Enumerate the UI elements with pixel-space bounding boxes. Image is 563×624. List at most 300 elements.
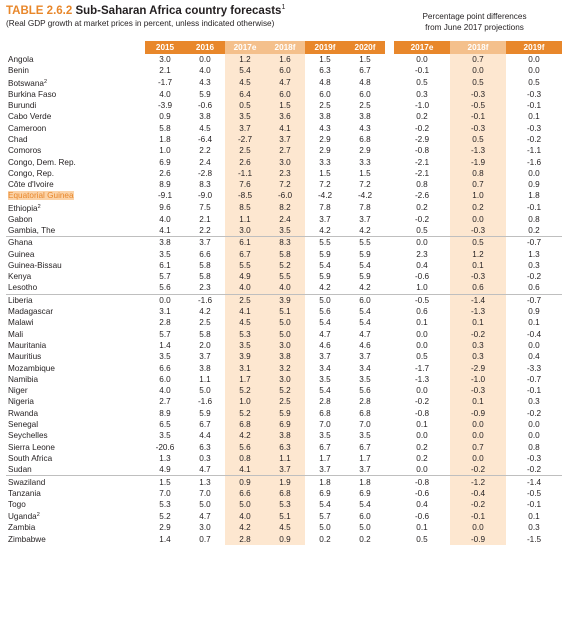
growth-value: 4.3 [359, 123, 371, 133]
growth-value: -1.6 [197, 397, 213, 407]
diff-value: -1.5 [526, 534, 542, 544]
growth-value: 6.1 [159, 260, 171, 270]
table-row [6, 260, 562, 271]
country-label: Sierra Leone [8, 442, 55, 452]
growth-value: 3.8 [265, 430, 305, 441]
country-name [6, 248, 145, 259]
growth-value: 5.0 [359, 523, 371, 533]
column-gap [385, 522, 394, 533]
diff-value: -1.3 [450, 306, 506, 317]
header-row [6, 41, 562, 54]
growth-value: 3.5 [359, 431, 371, 441]
country-label: Kenya [8, 272, 32, 282]
country-name [6, 488, 145, 499]
growth-value: 4.3 [319, 123, 331, 133]
table-row [6, 282, 562, 294]
table-row [6, 54, 562, 65]
diff-value: 1.8 [528, 191, 540, 201]
table-row [6, 419, 562, 430]
growth-value: 5.3 [159, 500, 171, 510]
country-label: South Africa [8, 453, 53, 463]
diff-value: -0.7 [506, 294, 562, 306]
growth-value: 3.9 [225, 351, 265, 362]
growth-value: 1.0 [159, 146, 171, 156]
growth-value: 5.0 [225, 499, 265, 510]
growth-value: 2.8 [159, 318, 171, 328]
growth-value: 3.4 [359, 363, 371, 373]
growth-value: 2.7 [265, 145, 305, 156]
column-gap [385, 430, 394, 441]
growth-value: 1.6 [265, 54, 305, 65]
diff-value: -0.6 [414, 272, 430, 282]
growth-value: 1.1 [199, 374, 211, 384]
diff-value: 0.2 [416, 203, 428, 213]
growth-value: 2.8 [225, 534, 265, 545]
table-row [6, 122, 562, 133]
footnote-mark: 2 [37, 203, 41, 210]
growth-value: 4.2 [359, 283, 371, 293]
growth-value: 1.7 [359, 453, 371, 463]
diff-value: 0.1 [528, 112, 540, 122]
growth-value: 3.5 [225, 340, 265, 351]
column-gap [385, 282, 394, 294]
growth-value: 5.8 [199, 260, 211, 270]
growth-value: 4.7 [319, 329, 331, 339]
growth-value: 6.7 [225, 248, 265, 259]
table-row [6, 385, 562, 396]
country-name [6, 317, 145, 328]
diff-value: 0.1 [416, 523, 428, 533]
growth-value: 5.4 [359, 260, 371, 270]
growth-value: 4.6 [319, 340, 331, 350]
country-label: Botswana [8, 78, 44, 88]
diff-value: -0.6 [414, 488, 430, 498]
diff-value: -0.3 [526, 123, 542, 133]
growth-value: 7.0 [359, 420, 371, 430]
country-name [6, 396, 145, 407]
diff-value: 0.1 [450, 260, 506, 271]
country-label: Namibia [8, 374, 39, 384]
growth-value: 2.5 [225, 294, 265, 306]
header-country [6, 41, 145, 54]
growth-value: 4.2 [359, 226, 371, 235]
growth-value: 1.5 [359, 55, 371, 65]
growth-value: -4.2 [317, 191, 333, 201]
column-gap [385, 89, 394, 100]
country-label: Rwanda [8, 408, 39, 418]
diff-value: 0.0 [528, 420, 540, 430]
growth-value: 4.0 [225, 510, 265, 522]
diff-value: -0.2 [414, 214, 430, 224]
growth-value: 3.3 [319, 157, 331, 167]
growth-value: 7.2 [359, 180, 371, 190]
diff-value: 0.0 [450, 65, 506, 76]
growth-value: 6.3 [319, 66, 331, 76]
growth-value: 4.8 [359, 78, 371, 88]
country-name [6, 156, 145, 167]
column-gap [385, 271, 394, 282]
country-label: Uganda [8, 512, 37, 522]
table-row [6, 77, 562, 89]
diff-value: 0.2 [416, 442, 428, 452]
growth-value: 1.4 [159, 534, 171, 544]
growth-value: 4.0 [159, 386, 171, 396]
diff-value: -0.7 [506, 237, 562, 249]
country-name [6, 271, 145, 282]
growth-value: 8.9 [159, 408, 171, 418]
diff-value: 0.8 [416, 180, 428, 190]
country-name [6, 214, 145, 225]
growth-value: 3.7 [319, 214, 331, 224]
diff-value: -0.2 [526, 465, 542, 475]
country-name [6, 122, 145, 133]
growth-value: 2.9 [159, 523, 171, 533]
country-label: Tanzania [8, 488, 41, 498]
diff-value: 0.0 [416, 55, 428, 65]
diff-value: 0.5 [450, 237, 506, 249]
column-gap [385, 248, 394, 259]
column-gap [385, 294, 394, 306]
growth-value: 0.7 [199, 534, 211, 544]
growth-value: 5.7 [319, 511, 331, 521]
diff-value: -0.2 [526, 408, 542, 418]
growth-value: 6.0 [159, 374, 171, 384]
diff-value: 0.5 [528, 78, 540, 88]
growth-value: -1.7 [157, 78, 173, 88]
table-body [6, 54, 562, 545]
growth-value: 2.9 [319, 134, 331, 144]
growth-value: 5.7 [159, 272, 171, 282]
growth-value: 5.4 [359, 500, 371, 510]
growth-value: 0.3 [199, 453, 211, 463]
country-label: Ethiopia [8, 203, 38, 213]
country-label: Zambia [8, 523, 36, 533]
header-year: 2020f [345, 41, 385, 54]
country-name [6, 340, 145, 351]
country-label: Côte d'Ivoire [8, 180, 54, 190]
table-row [6, 317, 562, 328]
country-label: Benin [8, 66, 29, 76]
column-gap [385, 77, 394, 89]
diff-value: 0.0 [450, 453, 506, 464]
growth-value: 6.8 [319, 408, 331, 418]
growth-value: 5.2 [265, 260, 305, 271]
table-row [6, 89, 562, 100]
diff-value: 0.8 [450, 168, 506, 179]
country-name [6, 329, 145, 340]
growth-value: 4.6 [359, 340, 371, 350]
column-gap [385, 145, 394, 156]
growth-value: -9.1 [157, 191, 173, 201]
growth-value: 1.8 [159, 134, 171, 144]
growth-value: 5.0 [305, 294, 345, 306]
country-label: Malawi [8, 318, 34, 328]
column-gap [385, 65, 394, 76]
diff-value: -2.9 [414, 134, 430, 144]
growth-value: 2.2 [199, 226, 211, 235]
growth-value: 3.7 [359, 465, 371, 475]
growth-value: 6.0 [359, 89, 371, 99]
column-gap [385, 54, 394, 65]
diff-value: -3.3 [526, 363, 542, 373]
growth-value: 4.0 [159, 214, 171, 224]
growth-value: 1.1 [225, 214, 265, 225]
growth-value: 6.7 [319, 442, 331, 452]
table-row [6, 156, 562, 167]
growth-value: 3.1 [225, 362, 265, 373]
growth-value: -6.0 [265, 190, 305, 201]
growth-value: 5.9 [199, 408, 211, 418]
diff-value: -0.5 [526, 488, 542, 498]
growth-value: 6.9 [319, 488, 331, 498]
growth-value: 6.9 [265, 419, 305, 430]
growth-value: 2.6 [225, 156, 265, 167]
diff-value: 0.6 [416, 307, 428, 317]
growth-value: 0.0 [199, 55, 211, 65]
diff-value: -0.2 [450, 329, 506, 340]
diff-value: -0.1 [450, 111, 506, 122]
country-label: Chad [8, 134, 28, 144]
diff-value: 0.5 [450, 134, 506, 145]
diff-value: 0.5 [416, 352, 428, 362]
column-gap [385, 442, 394, 453]
diff-value: 0.8 [528, 442, 540, 452]
table-row [6, 510, 562, 522]
country-name [6, 385, 145, 396]
diff-value: 0.2 [450, 202, 506, 214]
growth-value: 5.0 [265, 329, 305, 340]
country-name [6, 499, 145, 510]
forecast-table [6, 41, 562, 545]
country-label: Senegal [8, 420, 39, 430]
growth-value: 2.5 [359, 101, 371, 111]
table-number: TABLE 2.6.2 [6, 5, 73, 17]
table-row [6, 100, 562, 111]
table-row [6, 408, 562, 419]
growth-value: 4.1 [265, 122, 305, 133]
country-label: Congo, Dem. Rep. [8, 157, 76, 167]
growth-value: 1.8 [345, 476, 385, 488]
column-gap [385, 362, 394, 373]
growth-value: 7.6 [225, 179, 265, 190]
growth-value: 7.0 [319, 420, 331, 430]
growth-value: -9.0 [197, 191, 213, 201]
growth-value: 6.6 [225, 488, 265, 499]
footnote-mark: 2 [36, 512, 40, 519]
diff-value: -1.2 [450, 476, 506, 488]
growth-value: 5.6 [225, 442, 265, 453]
growth-value: 2.8 [359, 397, 371, 407]
diff-value: 0.4 [416, 260, 428, 270]
table-row [6, 464, 562, 476]
growth-value: 2.2 [199, 146, 211, 156]
diff-value: -0.2 [414, 123, 430, 133]
diff-value: 1.3 [528, 249, 540, 259]
growth-value: 3.8 [199, 112, 211, 122]
country-label: Guinea [8, 249, 35, 259]
country-label: Guinea-Bissau [8, 260, 62, 270]
growth-value: 6.7 [199, 420, 211, 430]
growth-value: 6.1 [225, 237, 265, 249]
country-name [6, 134, 145, 145]
diff-value: 0.3 [450, 340, 506, 351]
diff-value: -0.5 [450, 100, 506, 111]
growth-value: 5.6 [159, 283, 171, 293]
diff-value: 1.0 [416, 283, 428, 293]
diff-value: -0.3 [450, 122, 506, 133]
diff-value: -0.2 [526, 272, 542, 282]
diff-value: 0.1 [416, 318, 428, 328]
diff-value: -0.1 [526, 101, 542, 111]
diff-value: -0.2 [414, 397, 430, 407]
growth-value: 4.0 [225, 282, 265, 294]
growth-value: 6.3 [199, 442, 211, 452]
diff-value: -0.5 [394, 294, 450, 306]
growth-value: 6.6 [199, 249, 211, 259]
growth-value: -2.7 [225, 134, 265, 145]
country-label: Cabo Verde [8, 112, 52, 122]
growth-value: 5.8 [265, 248, 305, 259]
table-title-text: Sub-Saharan Africa country forecasts [75, 5, 282, 17]
column-gap [385, 156, 394, 167]
growth-value: 3.7 [359, 214, 371, 224]
table-row [6, 306, 562, 317]
column-gap [385, 317, 394, 328]
column-gap [385, 499, 394, 510]
column-gap [385, 179, 394, 190]
country-name [6, 111, 145, 122]
diff-value: 0.6 [528, 283, 540, 293]
growth-value: 2.1 [159, 66, 171, 76]
column-gap [385, 168, 394, 179]
growth-value: 5.2 [225, 385, 265, 396]
column-gap [385, 122, 394, 133]
growth-value: 4.1 [159, 226, 171, 235]
diff-value: 0.3 [528, 397, 540, 407]
diff-value: -1.9 [450, 156, 506, 167]
table-row [6, 179, 562, 190]
growth-value: 4.9 [225, 271, 265, 282]
growth-value: 0.2 [319, 534, 331, 544]
growth-value: -2.8 [197, 168, 213, 178]
table-row [6, 351, 562, 362]
growth-value: 6.9 [359, 488, 371, 498]
diff-value: -0.1 [450, 510, 506, 522]
table-row [6, 237, 562, 249]
diff-note-line2: from June 2017 projections [425, 23, 524, 32]
growth-value: 4.7 [199, 511, 211, 521]
growth-value: 5.4 [319, 260, 331, 270]
diff-value: 0.3 [528, 523, 540, 533]
diff-value: 0.0 [450, 522, 506, 533]
growth-value: 3.0 [265, 156, 305, 167]
diff-value: -2.9 [450, 362, 506, 373]
growth-value: 8.5 [225, 202, 265, 214]
growth-value: 4.2 [319, 283, 331, 293]
column-gap [385, 134, 394, 145]
country-label: Comoros [8, 146, 42, 156]
growth-value: 5.2 [225, 408, 265, 419]
title-block [6, 4, 285, 28]
country-name [6, 510, 145, 522]
diff-value: -0.2 [526, 134, 542, 144]
diff-value: -0.4 [450, 488, 506, 499]
diff-value: 0.9 [528, 307, 540, 317]
country-name [6, 225, 145, 237]
growth-value: 3.9 [265, 294, 305, 306]
growth-value: 5.4 [225, 65, 265, 76]
growth-value: 7.2 [265, 179, 305, 190]
diff-value: -2.1 [414, 168, 430, 178]
growth-value: 7.0 [199, 488, 211, 498]
growth-value: 4.2 [199, 307, 211, 317]
diff-value: -0.4 [526, 329, 542, 339]
growth-value: 1.1 [265, 453, 305, 464]
growth-value: 3.5 [159, 431, 171, 441]
country-name [6, 65, 145, 76]
growth-value: 1.5 [319, 55, 331, 65]
column-gap [385, 476, 394, 488]
growth-value: -4.2 [357, 191, 373, 201]
diff-value: 0.7 [450, 179, 506, 190]
country-name [6, 362, 145, 373]
growth-value: 0.8 [225, 453, 265, 464]
growth-value: 6.0 [319, 89, 331, 99]
growth-value: 5.0 [319, 523, 331, 533]
growth-value: 5.8 [199, 329, 211, 339]
column-gap [385, 396, 394, 407]
table-row [6, 294, 562, 306]
growth-value: 2.8 [319, 397, 331, 407]
country-label: Cameroon [8, 123, 47, 133]
country-name [6, 202, 145, 214]
growth-value: 3.8 [265, 351, 305, 362]
growth-value: 4.2 [225, 522, 265, 533]
diff-value: 1.2 [450, 248, 506, 259]
growth-value: 7.8 [359, 203, 371, 213]
growth-value: 7.2 [319, 180, 331, 190]
growth-value: 6.8 [359, 134, 371, 144]
growth-value: 5.9 [319, 249, 331, 259]
growth-value: 3.7 [319, 465, 331, 475]
growth-value: 3.5 [359, 374, 371, 384]
growth-value: 5.0 [265, 317, 305, 328]
growth-value: 3.8 [359, 112, 371, 122]
growth-value: 8.2 [265, 202, 305, 214]
country-label: Mauritania [8, 340, 47, 350]
diff-value: 0.7 [450, 442, 506, 453]
diff-value: -0.9 [450, 408, 506, 419]
country-name [6, 294, 145, 306]
growth-value: 1.7 [225, 374, 265, 385]
diff-value: -2.1 [414, 157, 430, 167]
column-gap [385, 329, 394, 340]
column-gap [385, 190, 394, 201]
header-diff-year: 2018f [450, 41, 506, 54]
column-gap [385, 340, 394, 351]
growth-value: 2.1 [199, 214, 211, 224]
table-row [6, 442, 562, 453]
growth-value: 8.3 [265, 237, 305, 249]
diff-value: -0.1 [526, 500, 542, 510]
country-label: Madagascar [8, 307, 54, 317]
growth-value: 2.3 [199, 283, 211, 293]
column-gap [385, 100, 394, 111]
growth-value: 5.5 [305, 237, 345, 249]
growth-value: 6.0 [359, 511, 371, 521]
growth-value: 3.2 [265, 362, 305, 373]
country-label: Gambia, The [8, 226, 56, 235]
